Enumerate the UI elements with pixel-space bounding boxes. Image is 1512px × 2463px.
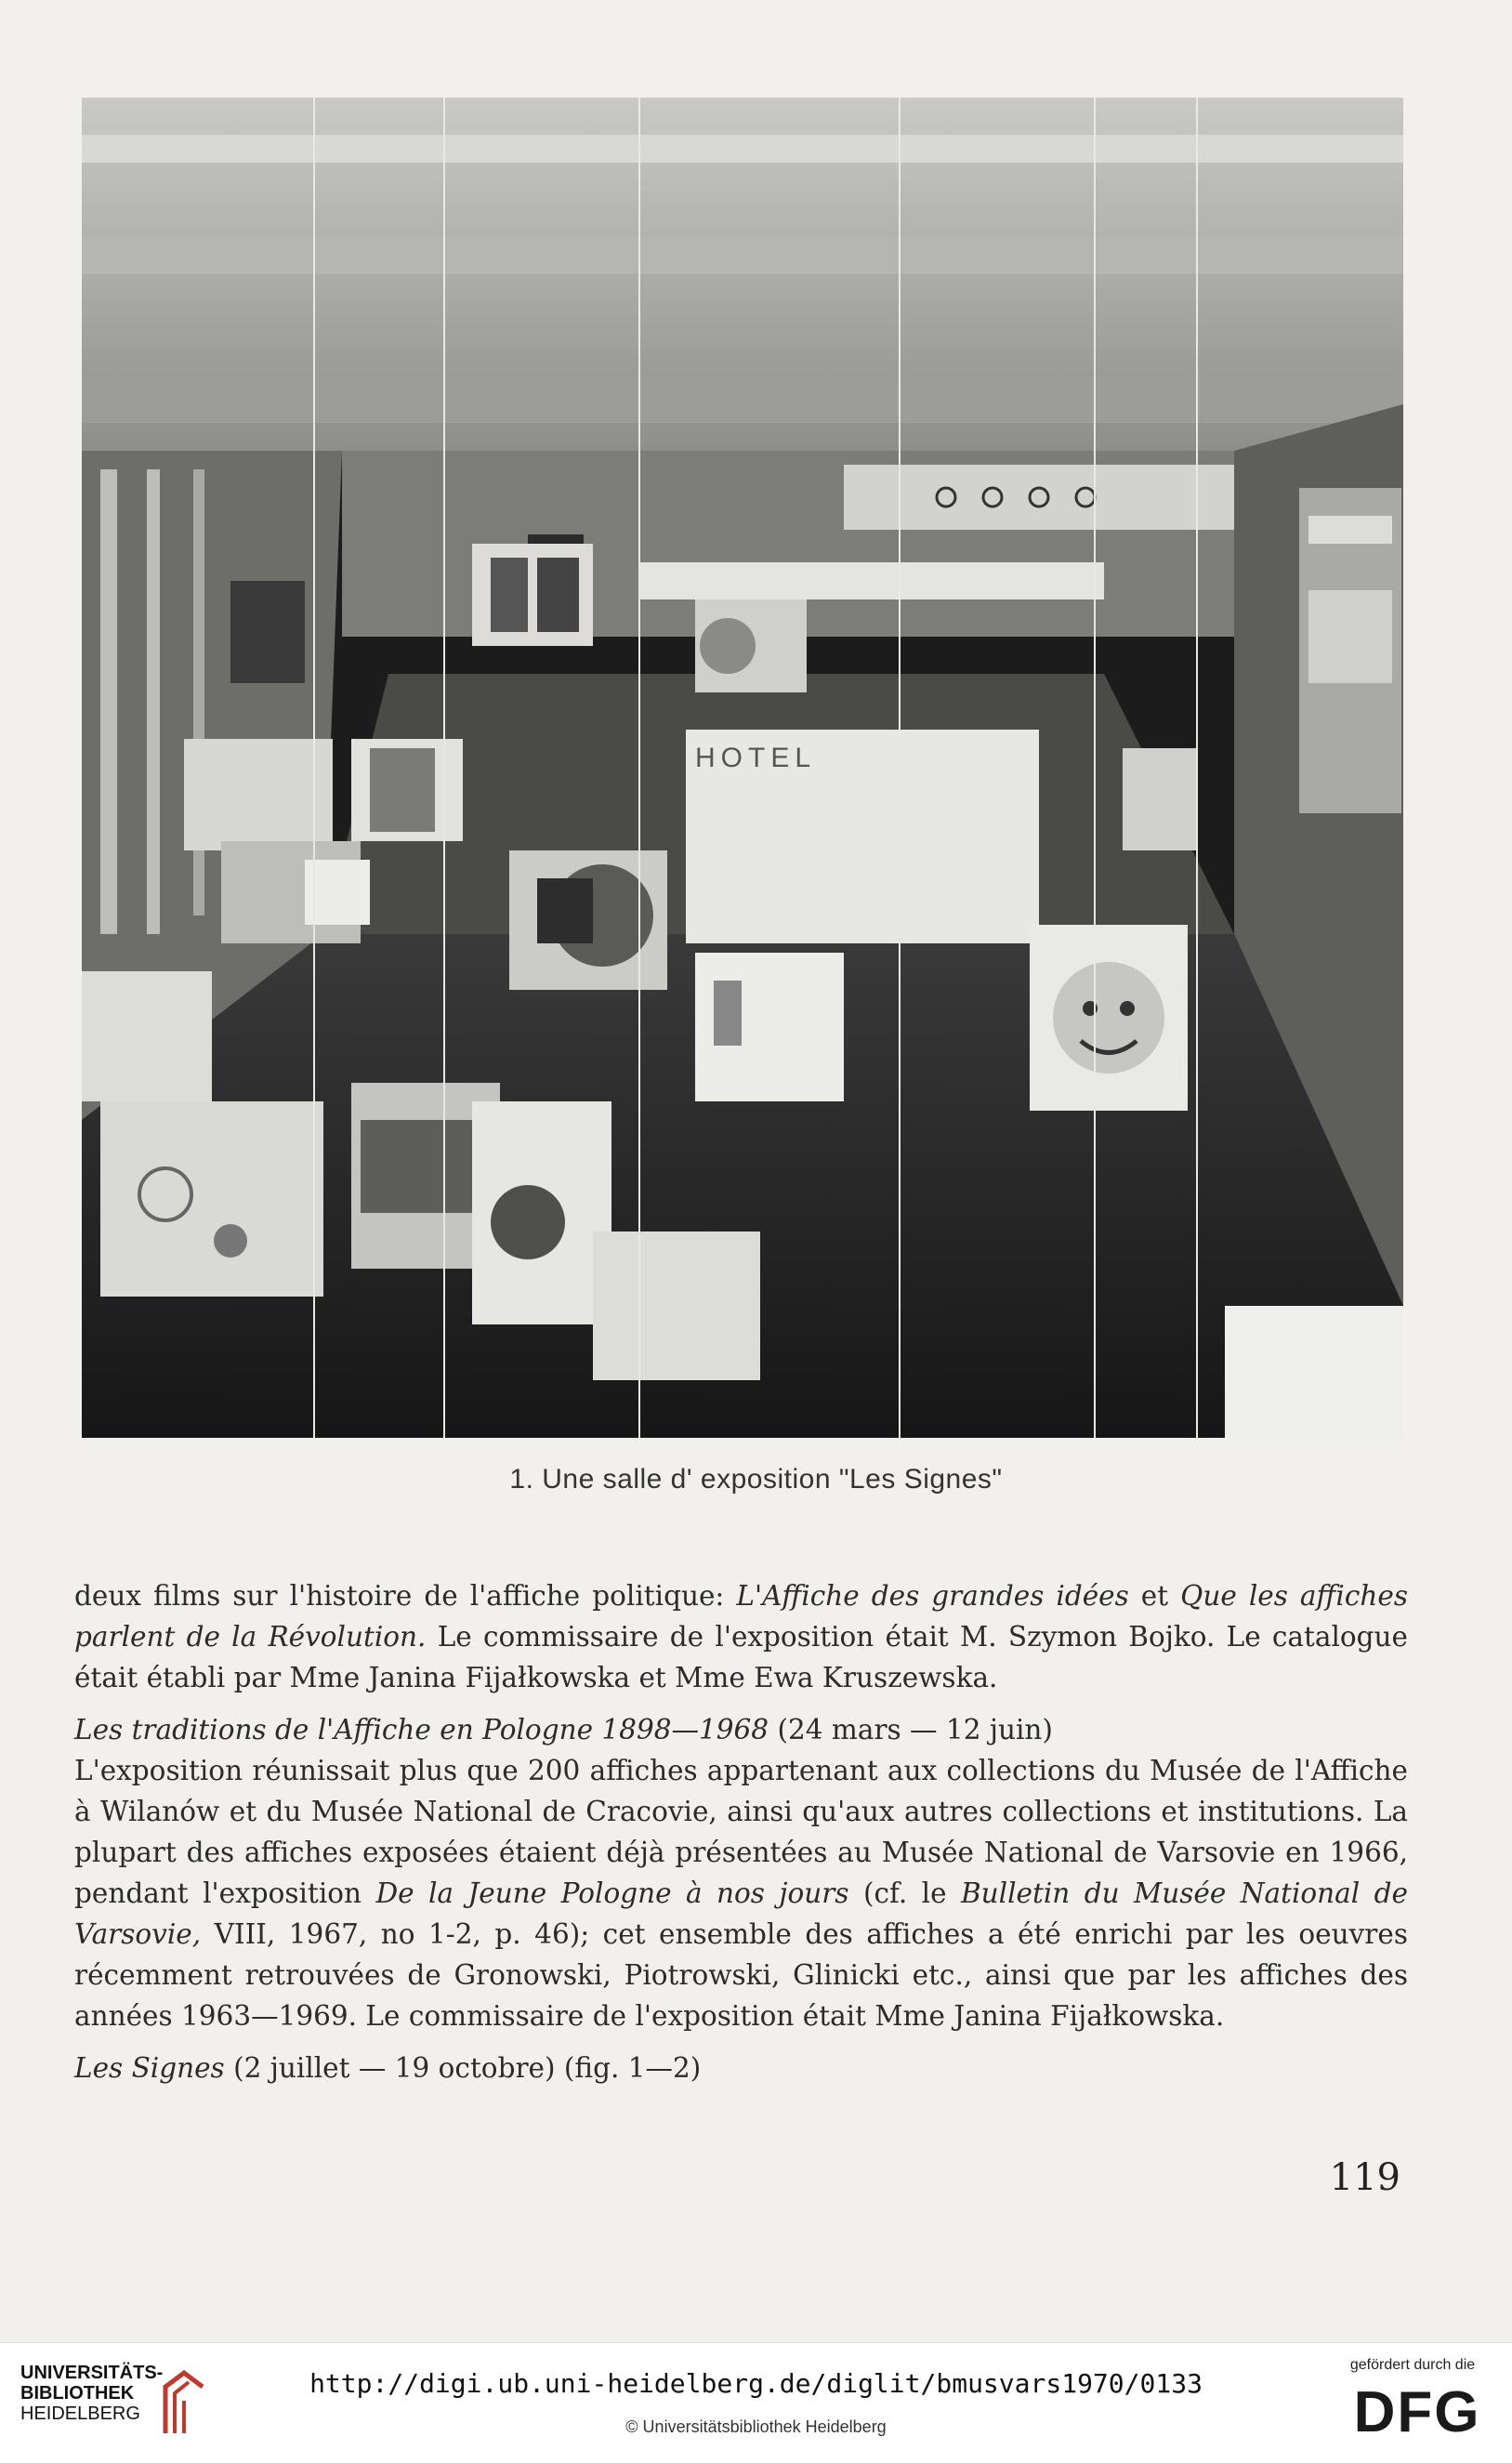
funding-note: gefördert durch die xyxy=(1349,2357,1476,2373)
library-name-line2: BIBLIOTHEK xyxy=(20,2383,135,2404)
source-url-link[interactable]: http://digi.ub.uni-heidelberg.de/diglit/bmusvars1970/0133 xyxy=(309,2368,1203,2399)
paragraph-traditions: L'exposition réunissait plus que 200 affiches appartenant aux collections du Musée de l'Affiche à Wilanów et du Musée National de Cracovie, ainsi qu'aux autres collections et institutions. La plupart des affiches exposées étaient déjà présentées au Musée National de Varsovie en 1966, pendant l'exposition De la Jeune Pologne à nos jours (cf. le Bulletin du Musée National de Varsovie, VIII, 1967, no 1-2, p. 46); cet ensemble des affiches a été enrichi par les oeuvres récemment retrouvées de Gronowski, Piotrowski, Glinicki etc., ainsi que par les affiches des années 1963—1969. Le commissaire de l'exposition était Mme Janina Fijałkowska. xyxy=(74,1755,1408,2032)
figure-caption: 1. Une salle d' exposition "Les Signes" xyxy=(509,1464,1003,1495)
body-text xyxy=(74,1575,1408,2088)
library-name-line3: HEIDELBERG xyxy=(20,2404,140,2424)
page-number: 119 xyxy=(1329,2156,1400,2199)
exhibition-photo xyxy=(82,98,1403,1438)
dfg-logo: DFG xyxy=(1353,2380,1481,2444)
library-name-line1: UNIVERSITÄTS- xyxy=(20,2363,164,2383)
paragraph-films: deux films sur l'histoire de l'affiche politique: L'Affiche des grandes idées et Que les affiches parlent de la Révolution. Le commissaire de l'exposition était M. Szymon Bojko. Le catalogue était établi par Mme Janina Fijałkowska et Mme Ewa Kruszewska. xyxy=(74,1580,1409,1693)
exhibition-heading-signes: Les Signes (2 juillet — 19 octobre) (fig. 1—2) xyxy=(74,2052,702,2084)
exhibition-heading-traditions: Les traditions de l'Affiche en Pologne 1898—1968 (24 mars — 12 juin) xyxy=(74,1714,1053,1745)
copyright-notice: © Universitätsbibliothek Heidelberg xyxy=(625,2417,887,2436)
footer-bar xyxy=(0,2342,1512,2463)
hotel-sign: HOTEL xyxy=(695,743,817,773)
